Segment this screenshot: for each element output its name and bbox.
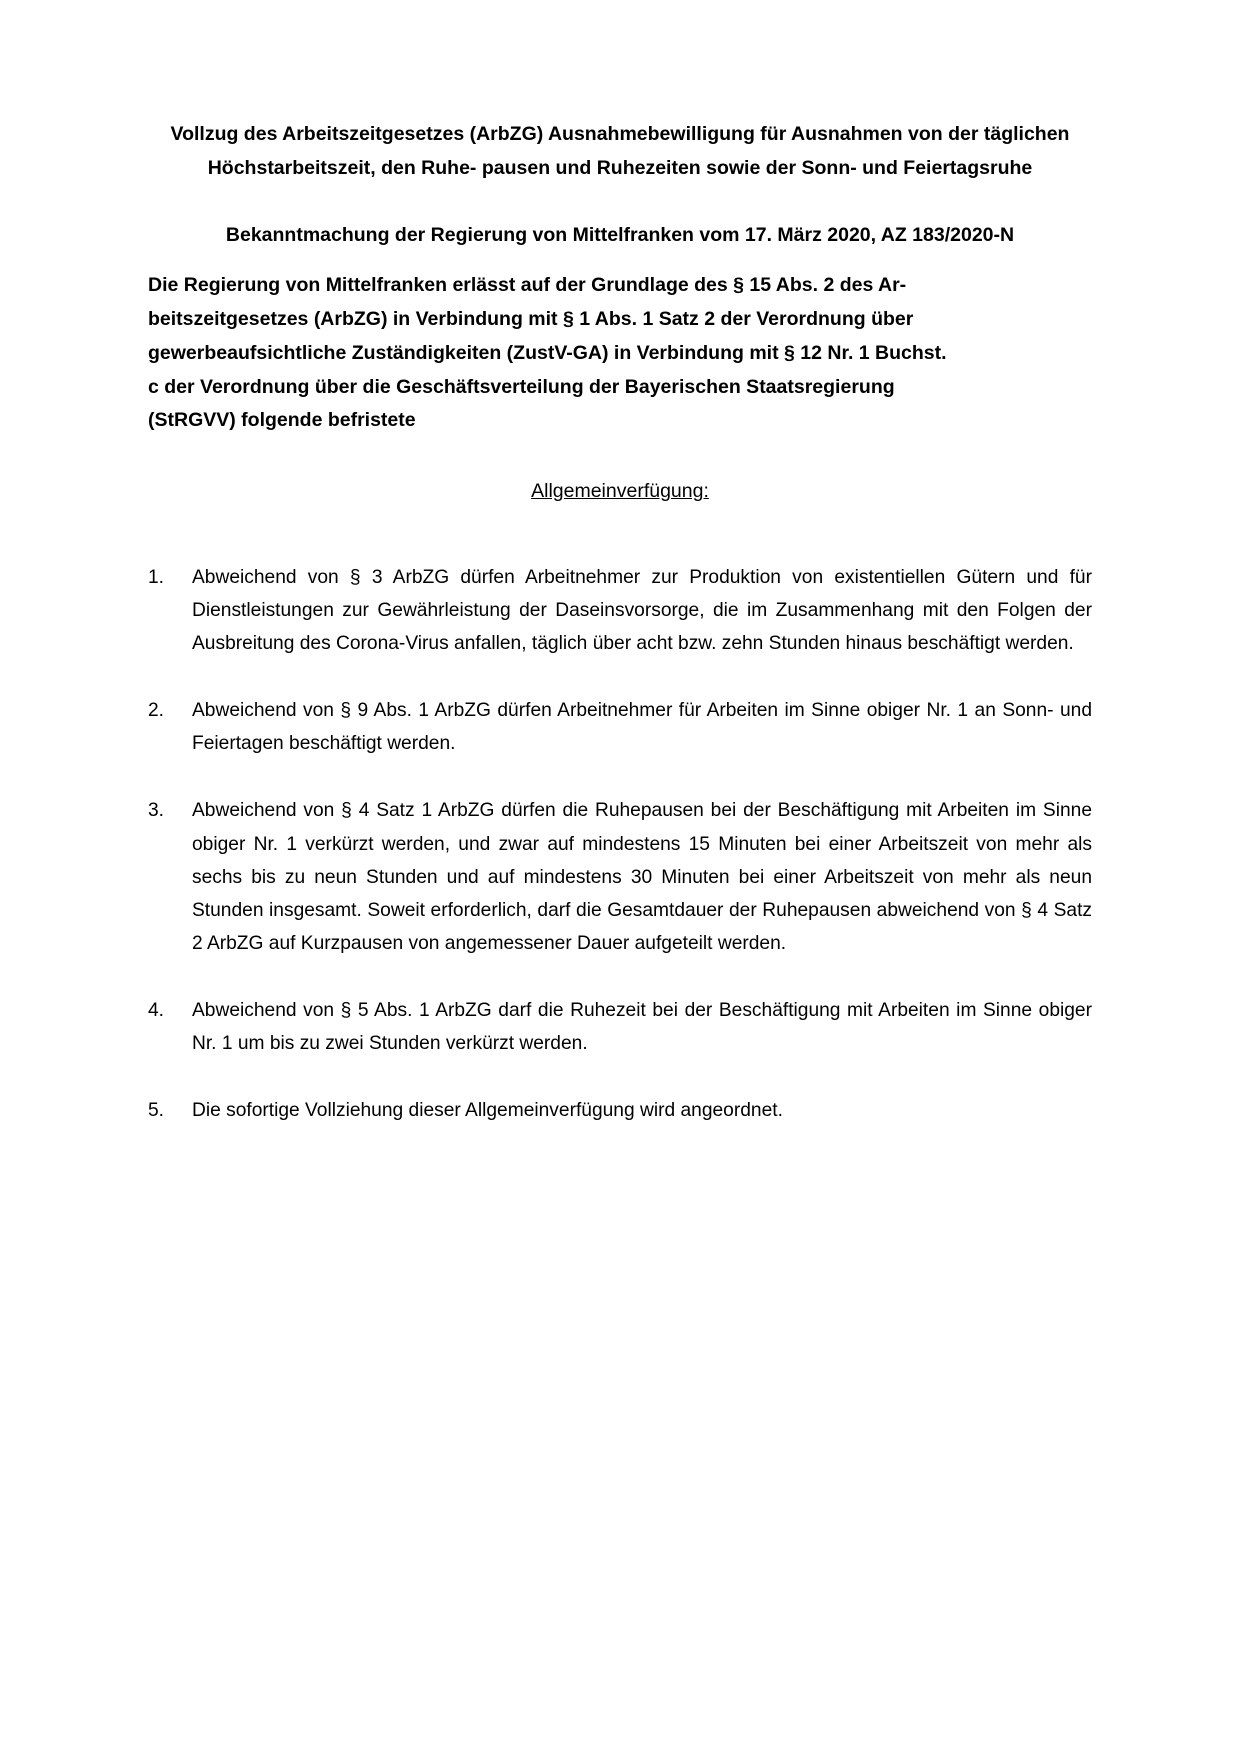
list-item-text: Abweichend von § 5 Abs. 1 ArbZG darf die Ruhezeit bei der Beschäftigung mit Arbeiten im Sinne obiger Nr. 1 um bis zu zwei Stunden verkürzt werden. — [192, 999, 1092, 1054]
section-heading: Allgemeinverfügung: — [531, 480, 709, 503]
list-item-text: Abweichend von § 9 Abs. 1 ArbZG dürfen Arbeitnehmer für Arbeiten im Sinne obiger Nr. 1 an Sonn- und Feiertagen beschäftigt werden. — [192, 700, 1092, 755]
intro-paragraph — [148, 269, 1092, 439]
list-item-text: Abweichend von § 3 ArbZG dürfen Arbeitnehmer zur Produktion von existentiellen Gütern und für Dienstleistungen zur Gewährleistung der Daseinsvorsorge, die im Zusammenhang mit den Folgen der Ausbreitung des Corona-Virus anfallen, täglich über acht bzw. zehn Stunden hinaus beschäftigt werden. — [192, 567, 1092, 655]
list-item — [148, 994, 1092, 1060]
list-item-number: 4. — [148, 999, 165, 1021]
list-item-number: 3. — [148, 800, 165, 822]
list-item-number: 1. — [148, 567, 165, 589]
document-title-line-3: pausen und Ruhezeiten sowie der Sonn- und Feiertagsruhe — [481, 156, 1033, 179]
notice-line-1: Bekanntmachung — [225, 224, 390, 247]
list-item — [148, 1094, 1092, 1127]
list-item-text: Abweichend von § 4 Satz 1 ArbZG dürfen die Ruhepausen bei der Beschäftigung mit Arbeiten im Sinne obiger Nr. 1 verkürzt werden, und zwar auf mindestens 15 Minuten bei einer Arbeitszeit von mehr als sechs bis zu neun Stunden und auf mindestens 30 Minuten bei einer Arbeitszeit von mehr als neun Stunden insgesamt. Soweit erforderlich, darf die Gesamtdauer der Ruhepausen abweichend von § 4 Satz 2 ArbZG auf Kurzpausen von angemessener Dauer aufgeteilt werden. — [192, 800, 1092, 954]
intro-line-5: (StRGVV) folgende befristete — [148, 409, 416, 432]
intro-line-1: Die Regierung von Mittelfranken erlässt auf der Grundlage des § 15 Abs. 2 des Ar- — [148, 273, 907, 296]
list-item-number: 2. — [148, 700, 165, 722]
document-title-line-2: Ausnahmebewilligung für Ausnahmen von der täglichen Höchstarbeitszeit, den Ruhe- — [207, 123, 1070, 179]
intro-line-3: gewerbeaufsichtliche Zuständigkeiten (ZustV-GA) in Verbindung mit § 12 Nr. 1 Buchst. — [148, 341, 947, 364]
notice-line-2: der Regierung von Mittelfranken — [394, 224, 694, 247]
document-title — [148, 118, 1092, 185]
intro-line-4: c der Verordnung über die Geschäftsverteilung der Bayerischen Staatsregierung — [148, 375, 895, 398]
notice-block — [148, 219, 1092, 253]
list-item-number: 5. — [148, 1099, 165, 1121]
list-item — [148, 794, 1092, 959]
document-title-line-1: Vollzug des Arbeitszeitgesetzes (ArbZG) — [170, 123, 544, 145]
intro-line-2: beitszeitgesetzes (ArbZG) in Verbindung mit § 1 Abs. 1 Satz 2 der Verordnung über — [148, 307, 914, 330]
list-item — [148, 694, 1092, 760]
notice-line-3: vom 17. März 2020, AZ 183/2020-N — [699, 224, 1015, 247]
spacer-title-notice — [148, 185, 1092, 219]
list-item — [148, 561, 1092, 660]
list-item-text: Die sofortige Vollziehung dieser Allgemeinverfügung wird angeordnet. — [192, 1099, 783, 1121]
provisions-list — [148, 561, 1092, 1126]
